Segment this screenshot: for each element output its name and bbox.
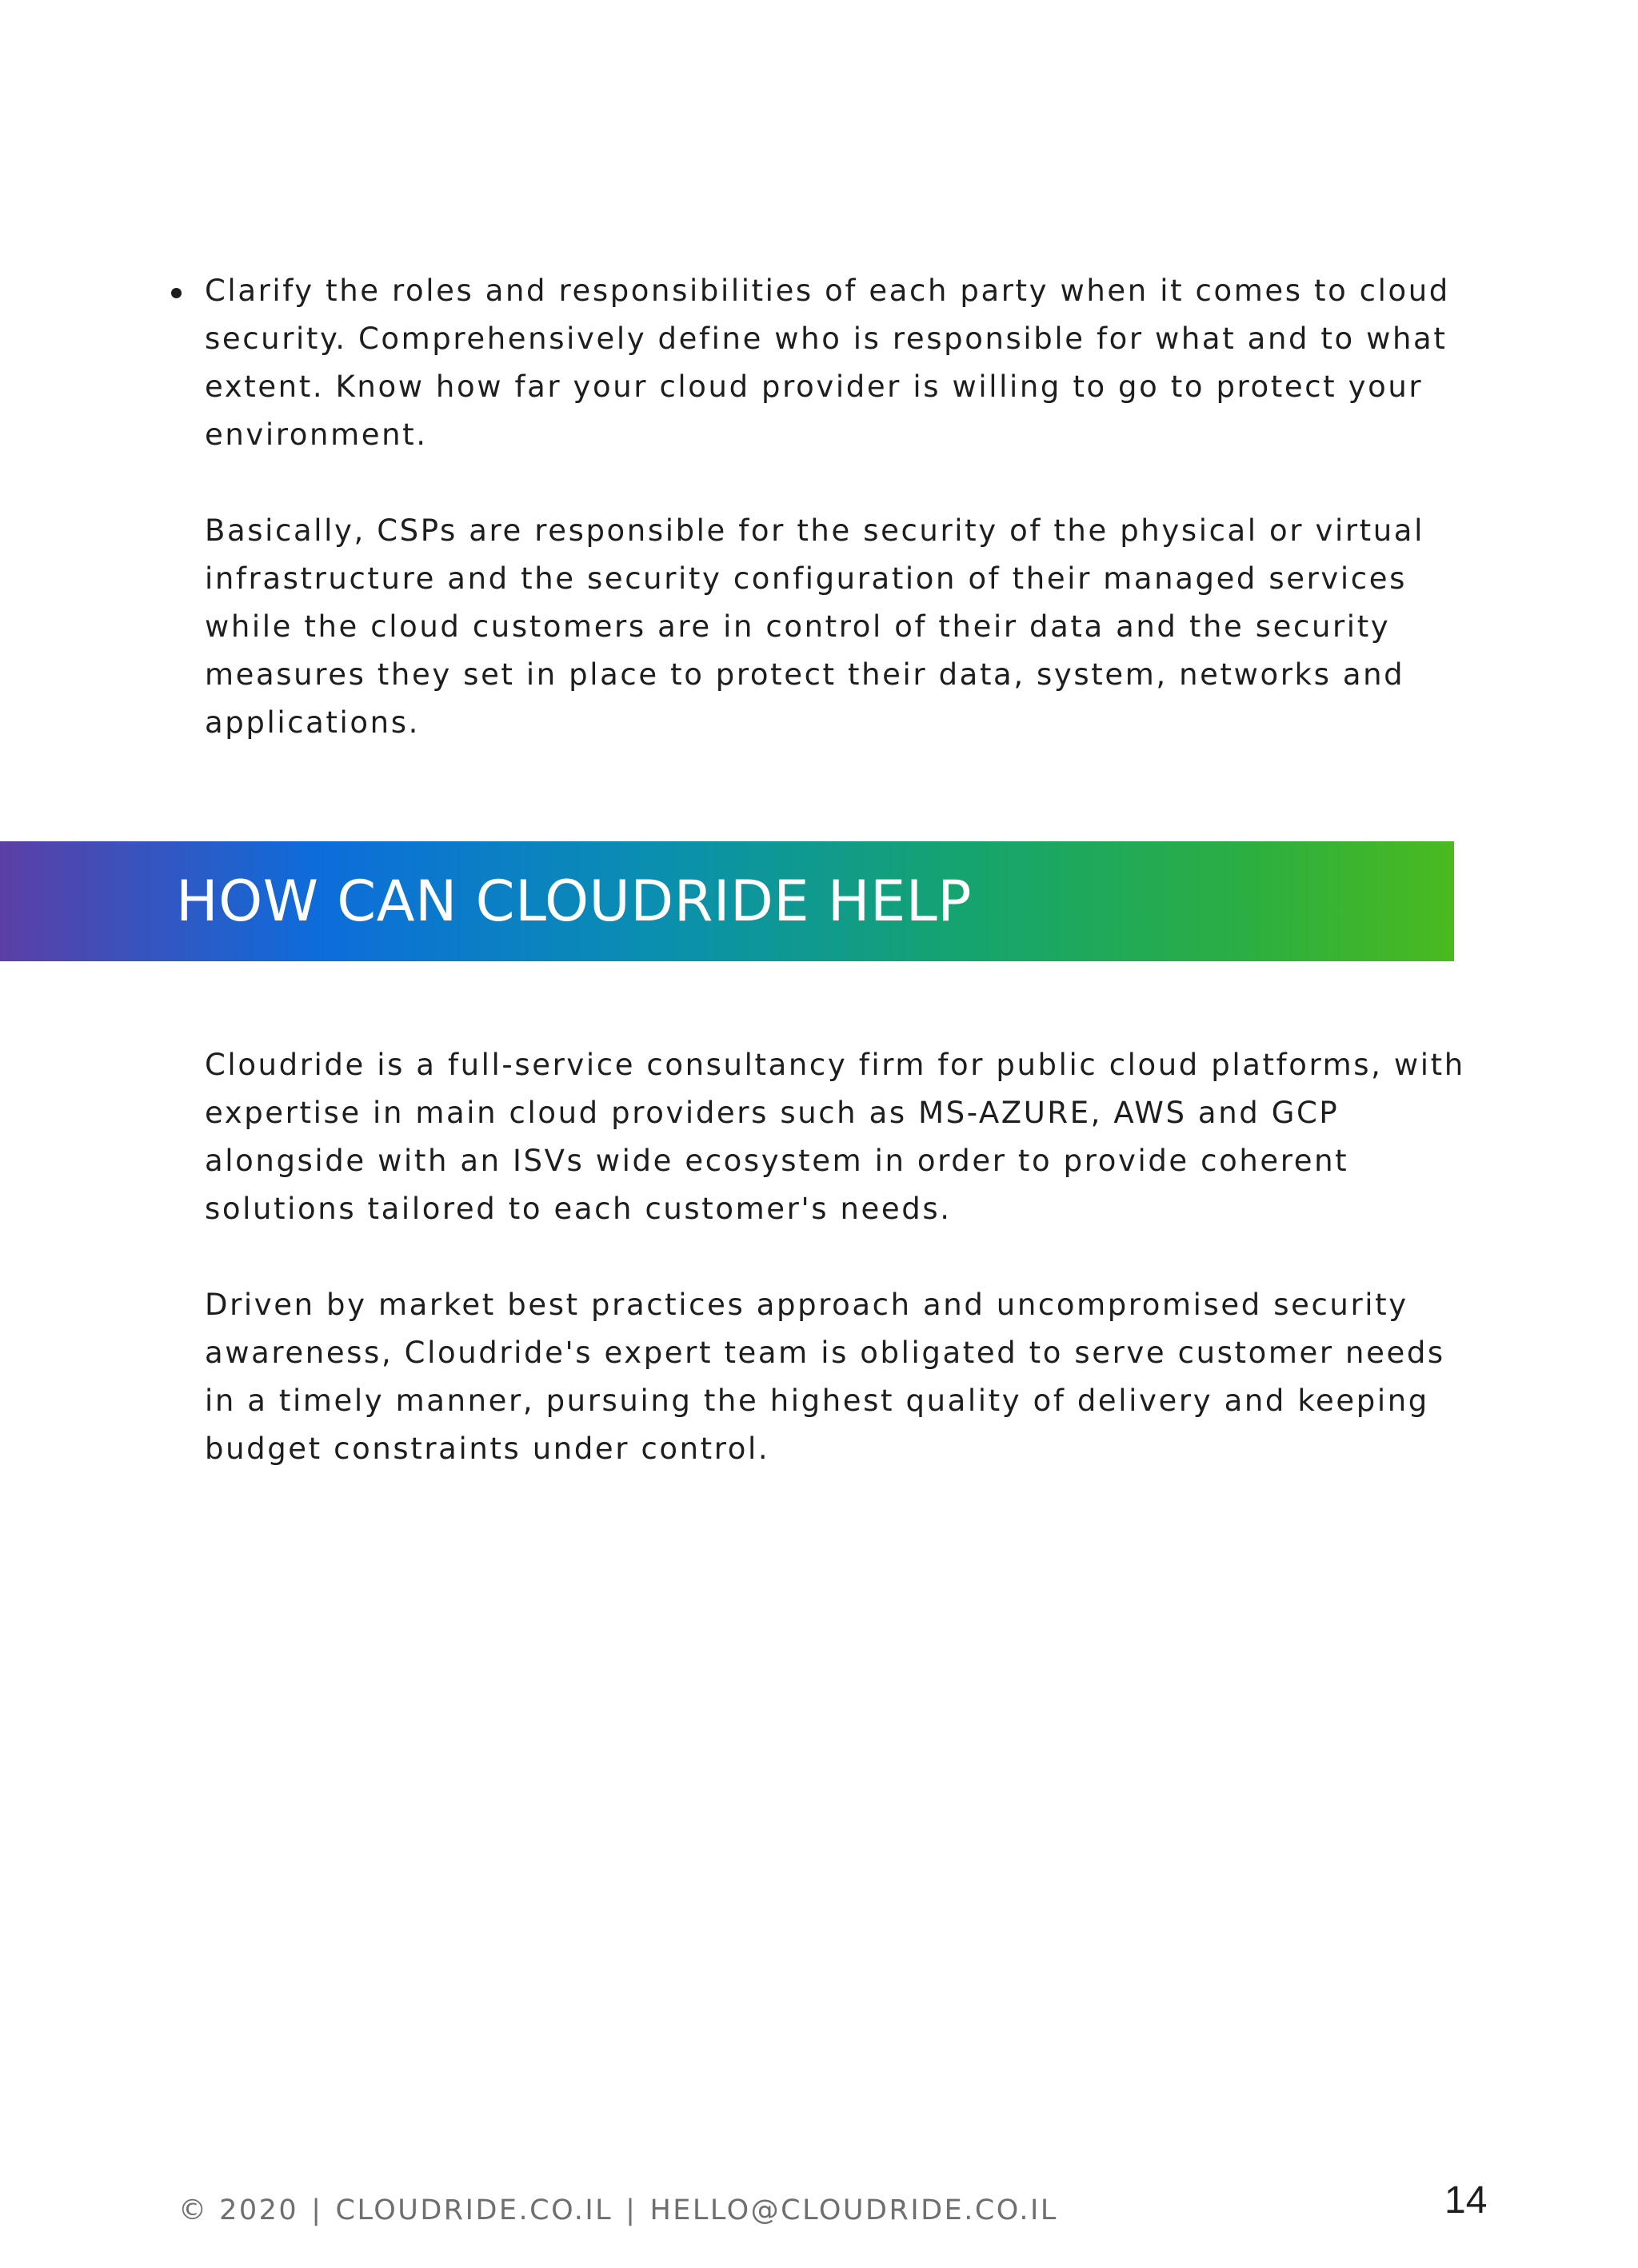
cloudride-intro-paragraph: Cloudride is a full-service consultancy firm for public cloud platforms, with expertise in main cloud providers such as MS-AZURE, AWS and GCP alongside with an ISVs wide ecosystem in order to provide coherent solutions tailored to each customer's needs. <box>205 1048 1465 1226</box>
bullet-dot-icon <box>171 288 182 298</box>
help-section <box>205 1041 1484 1473</box>
footer-email-link[interactable]: HELLO@CLOUDRIDE.CO.IL <box>649 2194 1058 2226</box>
cloudride-approach-paragraph: Driven by market best practices approach and uncompromised security awareness, Cloudride's expert team is obligated to serve customer needs in a timely manner, pursuing the highest quality of delivery and keeping budget constraints under control. <box>205 1288 1445 1466</box>
page-footer <box>178 2193 1058 2228</box>
bullet-list-item <box>205 267 1484 747</box>
section-heading: HOW CAN CLOUDRIDE HELP <box>176 868 972 934</box>
footer-copyright: © 2020 <box>178 2194 299 2226</box>
footer-separator: | <box>311 2194 323 2226</box>
bullet-paragraph: Clarify the roles and responsibilities of each party when it comes to cloud security. Comprehensively define who is responsible for what and to what extent. Know how far your cloud provider is willing to go to protect your environment. <box>205 274 1450 452</box>
page-number: 14 <box>1444 2179 1488 2222</box>
csp-responsibility-paragraph: Basically, CSPs are responsible for the security of the physical or virtual infrastructure and the security configuration of their managed services while the cloud customers are in control of their data and the security measures they set in place to protect their data, system, networks and applications. <box>205 513 1424 740</box>
section-banner <box>0 841 1454 961</box>
footer-website-link[interactable]: CLOUDRIDE.CO.IL <box>335 2194 613 2226</box>
footer-separator: | <box>625 2194 637 2226</box>
